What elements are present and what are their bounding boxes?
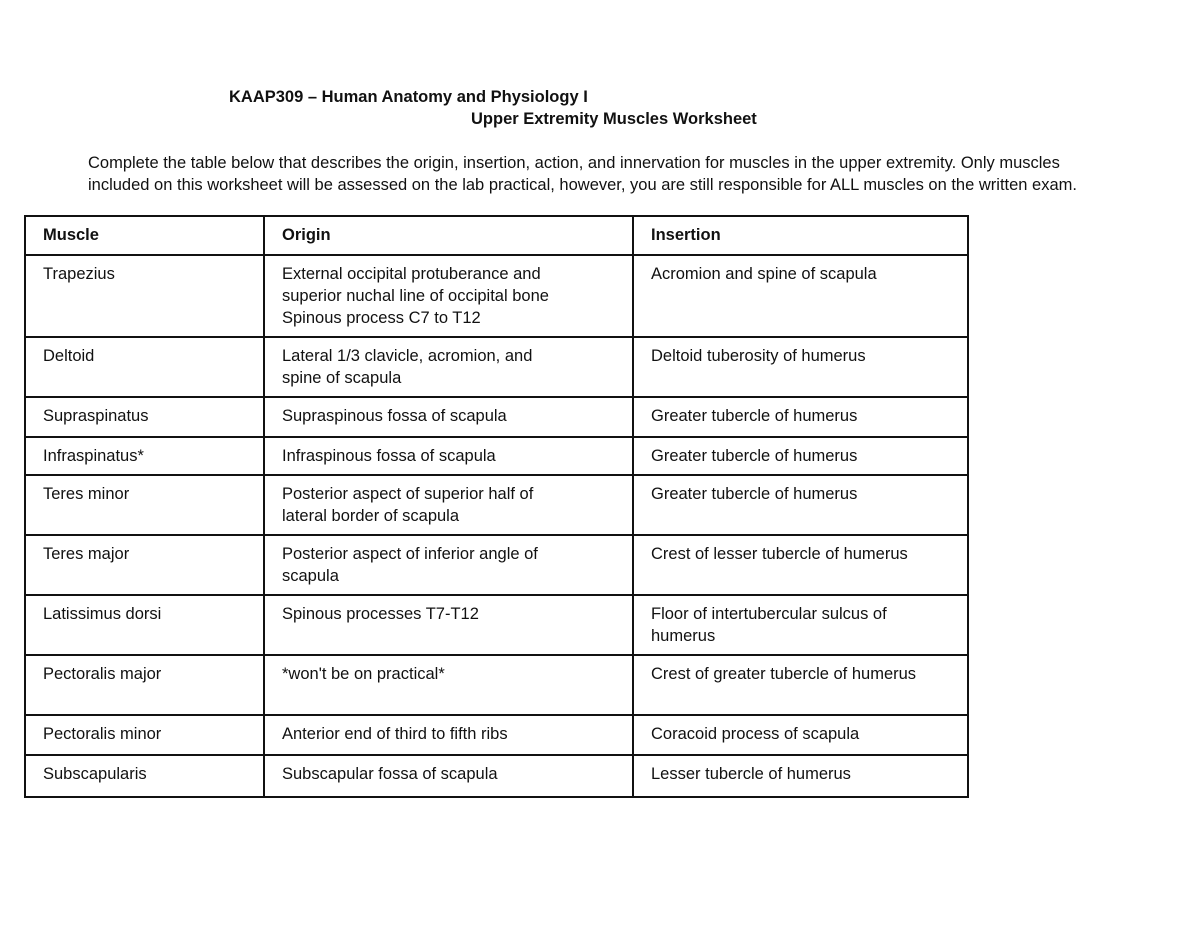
instructions-paragraph: Complete the table below that describes the origin, insertion, action, and innervation for muscles in the upper extremity. Only muscles included on this worksheet will be assessed on the lab practical, however, you are still responsible for ALL muscles on the written exam. xyxy=(88,154,1077,194)
origin-line: superior nuchal line of occipital bone xyxy=(282,287,549,305)
table-row xyxy=(25,715,968,755)
muscle-name-cell: Pectoralis minor xyxy=(25,715,264,755)
table-row xyxy=(25,595,968,655)
insertion-cell: Greater tubercle of humerus xyxy=(633,475,968,535)
origin-line: Posterior aspect of superior half of xyxy=(282,485,534,503)
origin-cell xyxy=(264,397,633,437)
origin-line: Subscapular fossa of scapula xyxy=(282,765,498,783)
origin-cell xyxy=(264,595,633,655)
insertion-cell: Lesser tubercle of humerus xyxy=(633,755,968,797)
origin-cell xyxy=(264,715,633,755)
insertion-cell: Coracoid process of scapula xyxy=(633,715,968,755)
origin-cell xyxy=(264,755,633,797)
table-row xyxy=(25,255,968,337)
insertion-cell: Crest of greater tubercle of humerus xyxy=(633,655,968,715)
insertion-cell: Deltoid tuberosity of humerus xyxy=(633,337,968,397)
origin-line: External occipital protuberance and xyxy=(282,265,541,283)
origin-cell xyxy=(264,437,633,475)
table-row xyxy=(25,437,968,475)
column-header-insertion: Insertion xyxy=(633,216,968,255)
origin-line: *won't be on practical* xyxy=(282,665,445,683)
origin-line: spine of scapula xyxy=(282,369,402,387)
muscle-name-cell: Deltoid xyxy=(25,337,264,397)
origin-line: Anterior end of third to fifth ribs xyxy=(282,725,508,743)
origin-line: scapula xyxy=(282,567,339,585)
table-header-row xyxy=(25,216,968,255)
origin-cell xyxy=(264,535,633,595)
origin-line: lateral border of scapula xyxy=(282,507,460,525)
table-row xyxy=(25,755,968,797)
muscle-table-body xyxy=(25,255,968,797)
table-row xyxy=(25,397,968,437)
origin-cell xyxy=(264,475,633,535)
column-header-muscle: Muscle xyxy=(25,216,264,255)
muscle-name-cell: Supraspinatus xyxy=(25,397,264,437)
insertion-cell: Crest of lesser tubercle of humerus xyxy=(633,535,968,595)
muscle-name-cell: Subscapularis xyxy=(25,755,264,797)
muscle-table xyxy=(24,215,969,798)
worksheet-title: Upper Extremity Muscles Worksheet xyxy=(471,110,757,128)
column-header-origin: Origin xyxy=(264,216,633,255)
origin-cell xyxy=(264,337,633,397)
muscle-name-cell: Trapezius xyxy=(25,255,264,337)
table-row xyxy=(25,535,968,595)
muscle-name-cell: Teres minor xyxy=(25,475,264,535)
insertion-cell: Floor of intertubercular sulcus of humerus xyxy=(633,595,968,655)
table-row xyxy=(25,475,968,535)
muscle-name-cell: Infraspinatus* xyxy=(25,437,264,475)
origin-line: Spinous processes T7-T12 xyxy=(282,605,479,623)
insertion-cell: Greater tubercle of humerus xyxy=(633,397,968,437)
origin-cell xyxy=(264,255,633,337)
origin-line: Supraspinous fossa of scapula xyxy=(282,407,507,425)
table-row xyxy=(25,337,968,397)
muscle-name-cell: Latissimus dorsi xyxy=(25,595,264,655)
course-title: KAAP309 – Human Anatomy and Physiology I xyxy=(229,88,588,106)
origin-line: Infraspinous fossa of scapula xyxy=(282,447,496,465)
origin-cell xyxy=(264,655,633,715)
insertion-cell: Greater tubercle of humerus xyxy=(633,437,968,475)
origin-line: Spinous process C7 to T12 xyxy=(282,309,481,327)
origin-line: Lateral 1/3 clavicle, acromion, and xyxy=(282,347,533,365)
muscle-name-cell: Teres major xyxy=(25,535,264,595)
origin-line: Posterior aspect of inferior angle of xyxy=(282,545,538,563)
insertion-cell: Acromion and spine of scapula xyxy=(633,255,968,337)
table-row xyxy=(25,655,968,715)
muscle-name-cell: Pectoralis major xyxy=(25,655,264,715)
